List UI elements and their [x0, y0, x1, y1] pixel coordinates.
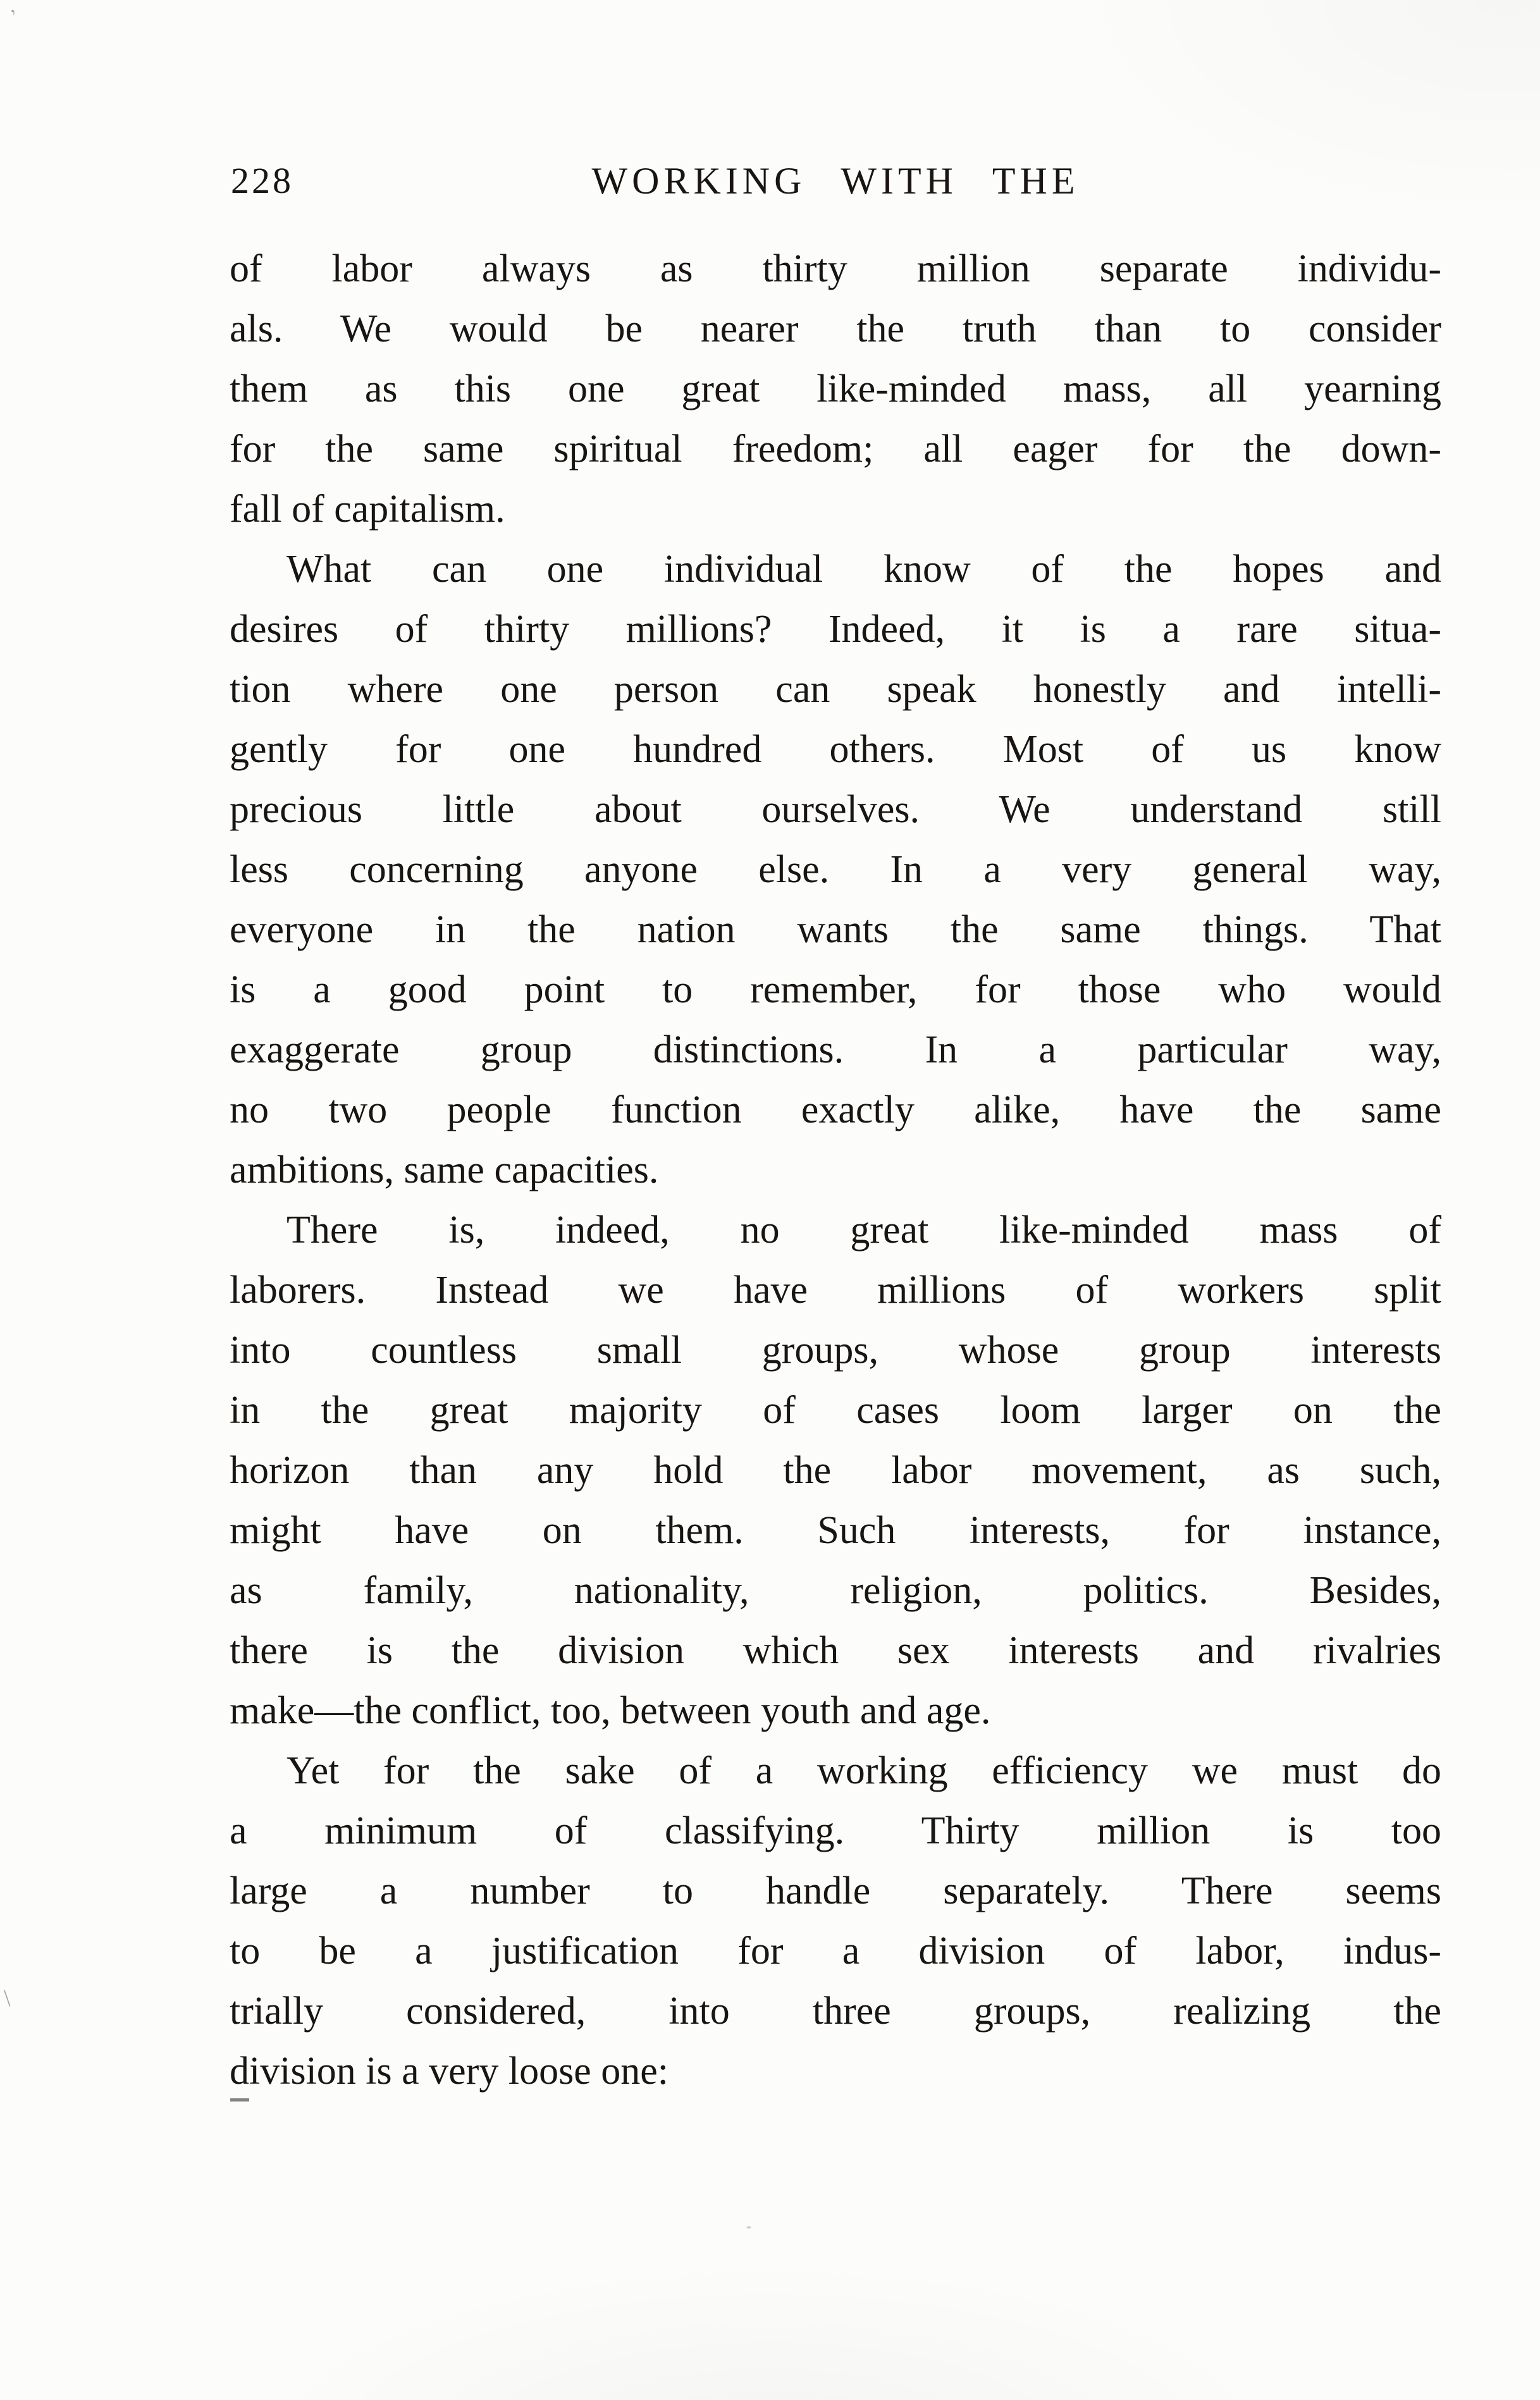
- page-header: [230, 159, 1441, 206]
- text-line: division is a very loose one:: [230, 2050, 668, 2093]
- text-line: als. We would be nearer the truth than to consider: [230, 307, 1441, 350]
- paragraph-1: [230, 239, 1441, 539]
- text-line: precious little about ourselves. We understand still: [230, 788, 1441, 831]
- scan-artifact-top-left: ’: [7, 5, 25, 26]
- text-line: What can one individual know of the hopes and: [286, 548, 1441, 591]
- text-line: to be a justification for a division of labor, indus-: [230, 1929, 1441, 1972]
- running-title: WORKING WITH THE: [591, 160, 1080, 202]
- text-line: gently for one hundred others. Most of us know: [230, 728, 1441, 771]
- text-line: is a good point to remember, for those who would: [230, 968, 1441, 1011]
- text-line: Yet for the sake of a working efficiency we must do: [286, 1749, 1441, 1792]
- scan-artifact-left-edge: \: [4, 1985, 11, 2012]
- paragraph-4: [230, 1741, 1441, 2102]
- text-line: of labor always as thirty million separate individu-: [230, 247, 1441, 290]
- text-line: make—the conflict, too, between youth and age.: [230, 1689, 991, 1732]
- paragraph-2: [230, 539, 1441, 1200]
- text-line: no two people function exactly alike, have the same: [230, 1088, 1441, 1131]
- paragraph-3: [230, 1200, 1441, 1741]
- scan-artifact-bottom-middle: [746, 2226, 751, 2229]
- text-line: fall of capitalism.: [230, 488, 505, 531]
- text-line: less concerning anyone else. In a very general way,: [230, 848, 1441, 891]
- text-line: into countless small groups, whose group interests: [230, 1329, 1441, 1372]
- text-line: large a number to handle separately. There seems: [230, 1869, 1441, 1912]
- text-line: in the great majority of cases loom larger on the: [230, 1389, 1441, 1432]
- text-line: a minimum of classifying. Thirty million is too: [230, 1809, 1441, 1852]
- text-line: laborers. Instead we have millions of workers split: [230, 1269, 1441, 1312]
- text-line: them as this one great like-minded mass, all yearning: [230, 367, 1441, 410]
- text-line: There is, indeed, no great like-minded mass of: [286, 1209, 1441, 1252]
- text-line: desires of thirty millions? Indeed, it is a rare situa-: [230, 608, 1441, 651]
- text-line: horizon than any hold the labor movement, as such,: [230, 1449, 1441, 1492]
- page-number: 228: [231, 160, 293, 201]
- text-block: [230, 159, 1441, 2102]
- text-line: ambitions, same capacities.: [230, 1148, 659, 1191]
- text-line: there is the division which sex interests and rivalries: [230, 1629, 1441, 1672]
- text-line: tion where one person can speak honestly and intelli-: [230, 668, 1441, 711]
- text-line: exaggerate group distinctions. In a particular way,: [230, 1028, 1441, 1071]
- text-line: as family, nationality, religion, politics. Besides,: [230, 1569, 1441, 1612]
- text-line: everyone in the nation wants the same things. That: [230, 908, 1441, 951]
- text-line: might have on them. Such interests, for instance,: [230, 1509, 1441, 1552]
- text-line: trially considered, into three groups, realizing the: [230, 1990, 1441, 2033]
- text-line: for the same spiritual freedom; all eager for the down-: [230, 428, 1441, 471]
